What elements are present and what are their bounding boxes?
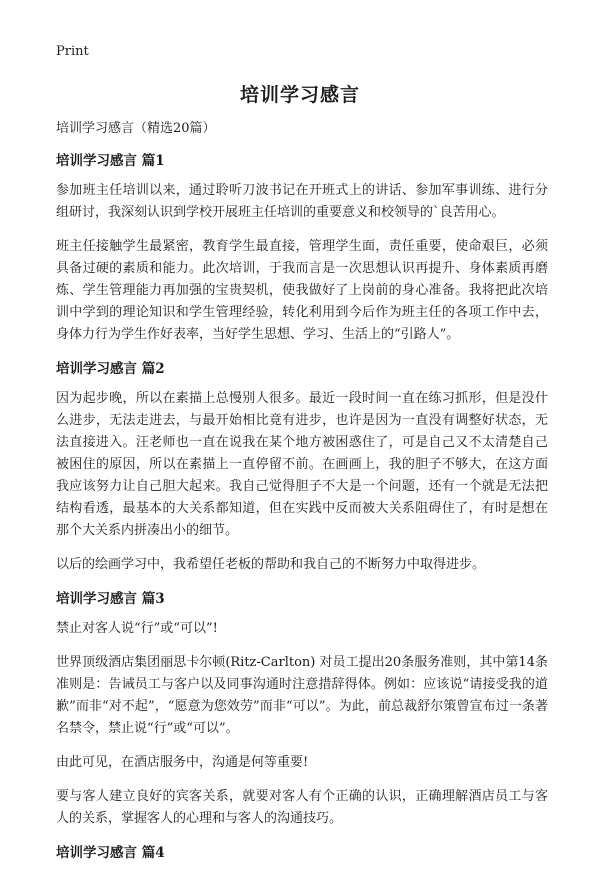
paragraph: 要与客人建立良好的宾客关系，就要对客人有个正确的认识，正确理解酒店员工与客人的关系，掌握客人的心理和与客人的沟通技巧。 xyxy=(56,789,548,826)
print-label: Print xyxy=(56,44,89,59)
section-3 xyxy=(56,588,548,830)
document-subtitle: 培训学习感言（精选20篇） xyxy=(56,121,216,136)
section-4 xyxy=(56,842,548,864)
paragraph: 因为起步晚，所以在素描上总慢别人很多。最近一段时间一直在练习抓形，但是没什么进步，无法走进去，与最开始相比竟有进步，也许是因为一直没有调整好状态，无法直接进入。汪老师也一直在说我在某个地方被困惑住了，可是自己又不太清楚自己被困住的原因，所以在素描上一直停留不前。在画画上，我的胆子不够大，在这方面我应该努力让自己胆大起来。我自己觉得胆子不大是一个问题，还有一个就是无法把结构看透，最基本的大关系都知道，但在实践中反而被大关系阻碍住了，有时是想在那个大关系内拼凑出小的细节。 xyxy=(56,391,548,538)
paragraph: 世界顶级酒店集团丽思卡尔顿(Ritz-Carlton) 对员工提出20条服务准则，其中第14条准则是：告诫员工与客户以及同事沟通时注意措辞得体。例如：应该说“请接受我的道歉”而非“对不起”，“愿意为您效劳”而非“可以”。为此，前总裁舒尔策曾宣布过一条著名禁令，禁止说“行”或“可以”。 xyxy=(56,655,548,736)
document-content xyxy=(56,118,548,872)
paragraph: 以后的绘画学习中，我希望任老板的帮助和我自己的不断努力中取得进步。 xyxy=(56,557,486,572)
paragraph: 班主任接触学生最紧密，教育学生最直接，管理学生面，责任重要，使命艰巨，必须具备过硬的素质和能力。此次培训，于我而言是一次思想认识再提升、身体素质再磨炼、学生管理能力再加强的宝贵契机，使我做好了上岗前的身心准备。我将把此次培训中学到的理论知识和学生管理经验，转化利用到今后作为班主任的各项工作中去，身体力行为学生作好表率，当好学生思想、学习、生活上的“引路人”。 xyxy=(56,239,548,342)
paragraph: 参加班主任培训以来，通过聆听刀波书记在开班式上的讲话、参加军事训练、进行分组研讨，我深刻认识到学校开展班主任培训的重要意义和校领导的`良苦用心。 xyxy=(56,183,548,220)
paragraph: 禁止对客人说“行”或“可以”! xyxy=(56,621,218,636)
section-heading: 培训学习感言 篇2 xyxy=(56,361,165,377)
section-heading: 培训学习感言 篇3 xyxy=(56,591,165,607)
section-1 xyxy=(56,150,548,346)
section-heading: 培训学习感言 篇1 xyxy=(56,153,165,169)
section-2 xyxy=(56,358,548,576)
document-title: 培训学习感言 xyxy=(239,84,360,106)
section-heading: 培训学习感言 篇4 xyxy=(56,845,165,861)
paragraph: 由此可见，在酒店服务中，沟通是何等重要! xyxy=(56,755,309,770)
